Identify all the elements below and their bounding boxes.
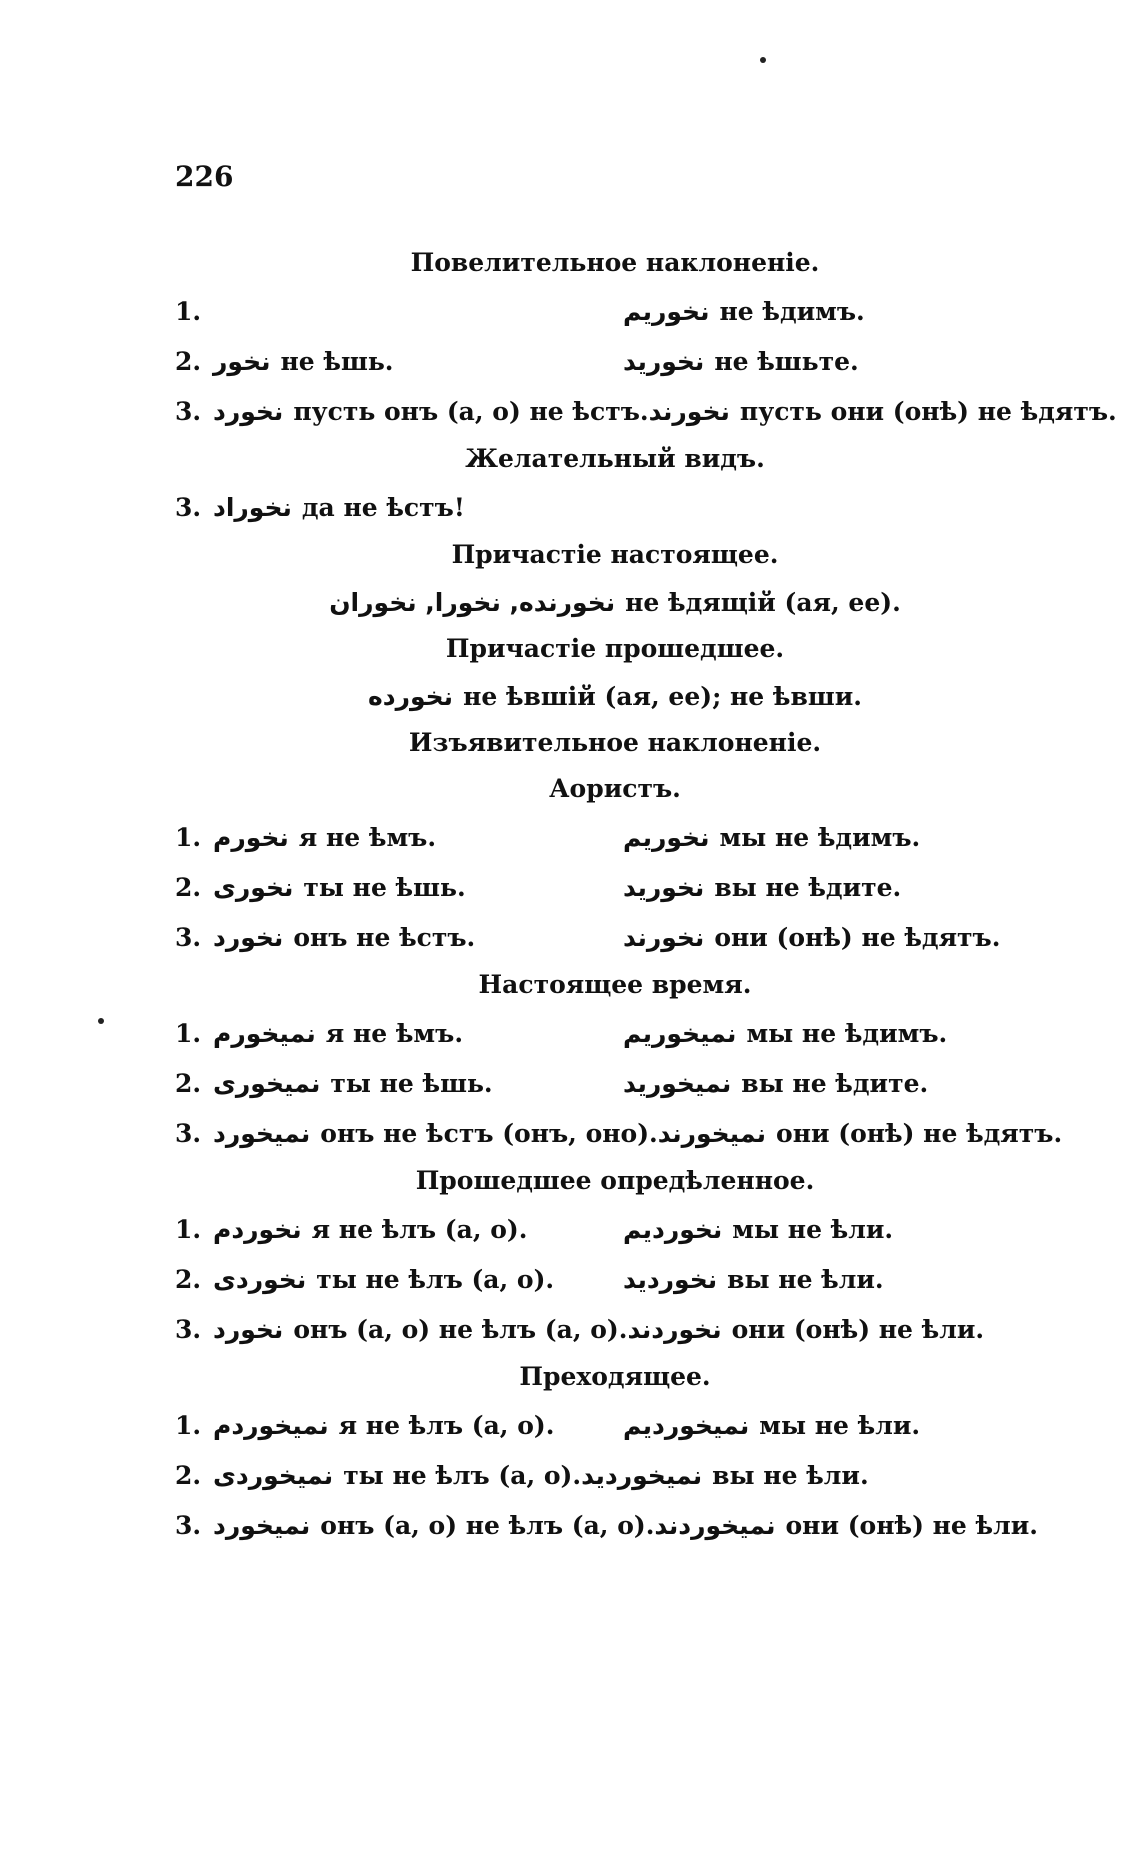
arabic-form: نخورده bbox=[368, 681, 454, 711]
arabic-form: نخوريم bbox=[623, 296, 710, 326]
translation: мы не ѣли. bbox=[759, 1410, 921, 1440]
arabic-form: نخوريد bbox=[623, 346, 705, 376]
conjugation-row bbox=[175, 286, 1055, 336]
translation: я не ѣмъ. bbox=[325, 1018, 464, 1048]
translation: онъ не ѣстъ. bbox=[293, 922, 476, 952]
conjugation-row bbox=[175, 1254, 1055, 1304]
row-number: 3. bbox=[175, 396, 202, 426]
arabic-form: نخوردى bbox=[213, 1264, 307, 1294]
participle-line bbox=[175, 672, 1055, 720]
conjugation-row bbox=[175, 1500, 1055, 1550]
plural-form bbox=[649, 397, 1117, 426]
arabic-form: نخورند bbox=[648, 396, 730, 426]
singular-form bbox=[213, 347, 623, 376]
participle-line bbox=[175, 578, 1055, 626]
section-heading: Повелительное наклоненіе. bbox=[410, 248, 820, 277]
plural-form bbox=[623, 823, 1055, 852]
section-aorist bbox=[175, 766, 1055, 962]
section-heading: Прошедшее опредѣленное. bbox=[415, 1166, 815, 1195]
row-number: 3. bbox=[175, 1118, 202, 1148]
arabic-form: نميخورديد bbox=[581, 1460, 703, 1490]
plural-form bbox=[581, 1461, 869, 1490]
translation: онъ не ѣстъ (онъ, оно). bbox=[320, 1118, 658, 1148]
singular-form bbox=[213, 823, 623, 852]
translation: мы не ѣдимъ. bbox=[719, 822, 921, 852]
arabic-form: نميخوريم bbox=[623, 1018, 737, 1048]
section-participle-past bbox=[175, 626, 1055, 720]
arabic-form: نخورد bbox=[213, 1314, 284, 1344]
row-number: 1. bbox=[175, 296, 202, 326]
section-present bbox=[175, 962, 1063, 1158]
arabic-form: نميخورند bbox=[657, 1118, 767, 1148]
arabic-form: نخور bbox=[213, 346, 271, 376]
section-imperfect bbox=[175, 1354, 1055, 1550]
singular-form bbox=[213, 1069, 623, 1098]
translation: ты не ѣлъ (а, о). bbox=[343, 1460, 582, 1490]
section-past-definite bbox=[175, 1158, 1055, 1354]
conjugation-row bbox=[175, 1304, 1055, 1354]
arabic-form: نخوردم bbox=[213, 1214, 302, 1244]
translation: я не ѣмъ. bbox=[298, 822, 437, 852]
conjugation-row bbox=[175, 386, 1117, 436]
row-number: 1. bbox=[175, 1410, 202, 1440]
translation: онъ (а, о) не ѣлъ (а, о). bbox=[320, 1510, 655, 1540]
row-number: 1. bbox=[175, 1214, 202, 1244]
translation: не ѣшь. bbox=[280, 346, 394, 376]
section-heading: Настоящее время. bbox=[478, 970, 752, 999]
arabic-form: نميخوردى bbox=[213, 1460, 334, 1490]
arabic-form: نخوراد bbox=[213, 492, 292, 522]
plural-form bbox=[623, 1069, 1055, 1098]
arabic-form: نميخورديم bbox=[623, 1410, 750, 1440]
translation: они (онѣ) не ѣли. bbox=[785, 1510, 1038, 1540]
conjugation-row bbox=[175, 1204, 1055, 1254]
singular-form bbox=[213, 873, 623, 902]
conjugation-row bbox=[175, 1058, 1055, 1108]
section-heading: Причастіе прошедшее. bbox=[445, 634, 785, 663]
arabic-form: نخوريد bbox=[623, 872, 705, 902]
conjugation-row bbox=[175, 912, 1055, 962]
translation: вы не ѣдите. bbox=[741, 1068, 929, 1098]
row-number: 3. bbox=[175, 1510, 202, 1540]
arabic-form: نميخورد bbox=[213, 1510, 311, 1540]
page-content bbox=[175, 240, 1117, 1550]
arabic-form: نخوردند bbox=[627, 1314, 722, 1344]
arabic-form: نخورد bbox=[213, 922, 284, 952]
plural-form bbox=[623, 297, 1055, 326]
row-number: 2. bbox=[175, 1460, 202, 1490]
mood-heading: Изъявительное наклоненіе. bbox=[408, 728, 822, 757]
conjugation-row bbox=[175, 1450, 1055, 1500]
arabic-form: نميخورى bbox=[213, 1068, 321, 1098]
translation: не ѣдящій (ая, ее). bbox=[625, 587, 901, 617]
conjugation-row bbox=[175, 862, 1055, 912]
arabic-form: نخوريم bbox=[623, 822, 710, 852]
translation: пусть онъ (а, о) не ѣстъ. bbox=[293, 396, 649, 426]
section-imperative bbox=[175, 240, 1117, 436]
section-optative bbox=[175, 436, 1055, 532]
section-heading: Аористъ. bbox=[549, 774, 681, 803]
arabic-form: نميخورم bbox=[213, 1018, 316, 1048]
translation: ты не ѣлъ (а, о). bbox=[316, 1264, 555, 1294]
arabic-forms: نخورنده, نخورا, نخوران bbox=[329, 587, 616, 617]
translation: онъ (а, о) не ѣлъ (а, о). bbox=[293, 1314, 628, 1344]
arabic-form: نخورديم bbox=[623, 1214, 723, 1244]
translation: не ѣвшій (ая, ее); не ѣвши. bbox=[463, 681, 862, 711]
singular-form bbox=[213, 493, 623, 522]
translation: они (онѣ) не ѣдятъ. bbox=[714, 922, 1001, 952]
arabic-form: نخورد bbox=[213, 396, 284, 426]
row-number: 2. bbox=[175, 1068, 202, 1098]
translation: мы не ѣли. bbox=[732, 1214, 894, 1244]
section-participle-present bbox=[175, 532, 1055, 626]
plural-form bbox=[623, 1019, 1055, 1048]
translation: они (онѣ) не ѣдятъ. bbox=[776, 1118, 1063, 1148]
conjugation-row bbox=[175, 336, 1055, 386]
plural-form bbox=[623, 1265, 1055, 1294]
translation: мы не ѣдимъ. bbox=[746, 1018, 948, 1048]
arabic-form: نخورى bbox=[213, 872, 294, 902]
page-number: 226 bbox=[175, 160, 234, 193]
conjugation-row bbox=[175, 1108, 1063, 1158]
arabic-form: نميخوريد bbox=[623, 1068, 732, 1098]
singular-form bbox=[213, 1019, 623, 1048]
plural-form bbox=[623, 1215, 1055, 1244]
singular-form bbox=[213, 1511, 654, 1540]
arabic-form: نخورند bbox=[623, 922, 705, 952]
row-number: 3. bbox=[175, 1314, 202, 1344]
singular-form bbox=[213, 1315, 627, 1344]
arabic-form: نميخوردم bbox=[213, 1410, 329, 1440]
row-number: 2. bbox=[175, 1264, 202, 1294]
arabic-form: نخورم bbox=[213, 822, 289, 852]
plural-form bbox=[627, 1315, 984, 1344]
conjugation-row bbox=[175, 1008, 1055, 1058]
plural-form bbox=[623, 1411, 1055, 1440]
row-number: 3. bbox=[175, 492, 202, 522]
scan-speck bbox=[98, 1018, 104, 1024]
singular-form bbox=[213, 1461, 581, 1490]
translation: они (онѣ) не ѣли. bbox=[731, 1314, 985, 1344]
row-number: 3. bbox=[175, 922, 202, 952]
section-heading: Причастіе настоящее. bbox=[451, 540, 779, 569]
arabic-form: نخورديد bbox=[623, 1264, 718, 1294]
singular-form bbox=[213, 1411, 623, 1440]
translation: я не ѣлъ (а, о). bbox=[311, 1214, 528, 1244]
plural-form bbox=[623, 923, 1055, 952]
translation: вы не ѣли. bbox=[712, 1460, 869, 1490]
singular-form bbox=[213, 397, 649, 426]
conjugation-row bbox=[175, 482, 1055, 532]
singular-form bbox=[213, 1119, 658, 1148]
translation: вы не ѣдите. bbox=[714, 872, 902, 902]
translation: да не ѣстъ! bbox=[301, 492, 465, 522]
translation: я не ѣлъ (а, о). bbox=[338, 1410, 555, 1440]
plural-form bbox=[623, 347, 1055, 376]
plural-form bbox=[623, 873, 1055, 902]
row-number: 2. bbox=[175, 346, 202, 376]
singular-form bbox=[213, 923, 623, 952]
row-number: 1. bbox=[175, 822, 202, 852]
singular-form bbox=[213, 1265, 623, 1294]
translation: не ѣшьте. bbox=[714, 346, 859, 376]
plural-form bbox=[658, 1119, 1062, 1148]
plural-form bbox=[654, 1511, 1038, 1540]
conjugation-row bbox=[175, 812, 1055, 862]
section-heading: Преходящее. bbox=[519, 1362, 711, 1391]
section-heading: Желательный видъ. bbox=[465, 444, 765, 473]
arabic-form: نميخورد bbox=[213, 1118, 311, 1148]
translation: пусть они (онѣ) не ѣдятъ. bbox=[739, 396, 1117, 426]
conjugation-row bbox=[175, 1400, 1055, 1450]
row-number: 1. bbox=[175, 1018, 202, 1048]
translation: не ѣдимъ. bbox=[719, 296, 865, 326]
translation: ты не ѣшь. bbox=[303, 872, 466, 902]
translation: вы не ѣли. bbox=[727, 1264, 884, 1294]
row-number: 2. bbox=[175, 872, 202, 902]
scan-speck bbox=[760, 57, 766, 63]
singular-form bbox=[213, 1215, 623, 1244]
translation: ты не ѣшь. bbox=[330, 1068, 493, 1098]
arabic-form: نميخوردند bbox=[654, 1510, 776, 1540]
